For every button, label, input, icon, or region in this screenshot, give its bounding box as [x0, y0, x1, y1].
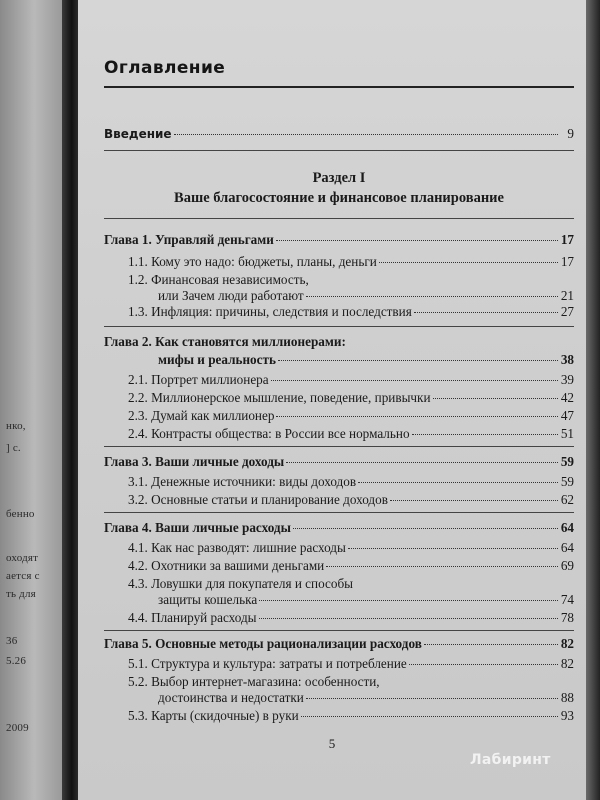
toc-entry-3-1[interactable]	[128, 474, 574, 489]
leader-dots	[301, 716, 558, 717]
toc-entry-page: 93	[560, 708, 574, 723]
leader-dots	[326, 566, 558, 567]
left-page-fragment: ] с.	[6, 442, 21, 454]
toc-entry-page: 82	[560, 636, 574, 651]
toc-entry-4-3-line1[interactable]: 4.3. Ловушки для покупателя и способы	[128, 576, 354, 591]
title-divider	[104, 86, 574, 88]
left-page-fragment: оходят	[6, 552, 39, 564]
leader-dots	[409, 664, 558, 665]
toc-entry-page: 59	[560, 474, 574, 489]
toc-entry-label: 4.2. Охотники за вашими деньгами	[128, 558, 325, 573]
toc-entry-label: 3.1. Денежные источники: виды доходов	[128, 474, 357, 489]
toc-entry-chapter-5[interactable]	[104, 636, 574, 651]
leader-dots	[379, 262, 558, 263]
toc-entry-label: 4.4. Планируй расходы	[128, 610, 257, 625]
toc-entry-5-2-line1[interactable]: 5.2. Выбор интернет-магазина: особенности,	[128, 674, 380, 689]
leader-dots	[259, 618, 558, 619]
toc-entry-2-3[interactable]	[128, 408, 574, 423]
toc-entry-label: 2.1. Портрет миллионера	[128, 372, 269, 387]
toc-entry-1-1[interactable]	[128, 254, 574, 269]
toc-entry-4-2[interactable]	[128, 558, 574, 573]
toc-entry-1-3[interactable]	[128, 304, 574, 319]
toc-entry-label: мифы и реальность	[158, 352, 276, 367]
toc-entry-page: 21	[560, 288, 574, 303]
toc-entry-4-4[interactable]	[128, 610, 574, 625]
leader-dots	[433, 398, 558, 399]
toc-entry-page: 9	[567, 126, 574, 141]
leader-dots	[278, 360, 558, 361]
toc-entry-page: 47	[560, 408, 574, 423]
toc-entry-label: 3.2. Основные статьи и планирование доходов	[128, 492, 388, 507]
section-subtitle: Ваше благосостояние и финансовое планирование	[174, 190, 504, 206]
toc-entry-2-1[interactable]	[128, 372, 574, 387]
divider	[104, 218, 574, 219]
toc-entry-page: 59	[560, 454, 574, 469]
toc-entry-label: 2.3. Думай как миллионер	[128, 408, 275, 423]
toc-page	[78, 0, 586, 800]
toc-entry-label: 1.3. Инфляция: причины, следствия и последствия	[128, 304, 412, 319]
page-number: 5	[328, 736, 336, 751]
divider	[104, 446, 574, 447]
toc-entry-page: 38	[560, 352, 574, 367]
toc-entry-label: 4.1. Как нас разводят: лишние расходы	[128, 540, 346, 555]
leader-dots	[271, 380, 558, 381]
toc-entry-intro[interactable]	[104, 126, 574, 142]
toc-entry-chapter-1[interactable]	[104, 232, 574, 247]
toc-entry-5-3[interactable]	[128, 708, 574, 723]
toc-entry-page: 74	[560, 592, 574, 607]
left-page-edge	[0, 0, 62, 800]
leader-dots	[390, 500, 558, 501]
toc-entry-label: Глава 5. Основные методы рационализации расходов	[104, 636, 422, 651]
toc-entry-label: 1.1. Кому это надо: бюджеты, планы, деньги	[128, 254, 377, 269]
toc-entry-page: 78	[560, 610, 574, 625]
toc-entry-1-2[interactable]	[158, 288, 574, 303]
leader-dots	[276, 416, 558, 417]
divider	[104, 150, 574, 151]
leader-dots	[259, 600, 558, 601]
toc-entry-label: 2.2. Миллионерское мышление, поведение, привычки	[128, 390, 431, 405]
toc-entry-5-1[interactable]	[128, 656, 574, 671]
left-page-fragment: 36	[6, 635, 18, 647]
toc-entry-label: Глава 3. Ваши личные доходы	[104, 454, 285, 469]
leader-dots	[414, 312, 558, 313]
toc-entry-label: или Зачем люди работают	[158, 288, 304, 303]
toc-entry-label: 5.1. Структура и культура: затраты и потребление	[128, 656, 407, 671]
toc-entry-label: Глава 4. Ваши личные расходы	[104, 520, 291, 535]
toc-entry-page: 62	[560, 492, 574, 507]
leader-dots	[348, 548, 558, 549]
book-gutter	[62, 0, 78, 800]
toc-entry-page: 39	[560, 372, 574, 387]
toc-entry-1-2-line1[interactable]: 1.2. Финансовая независимость,	[128, 272, 309, 287]
left-page-fragment: ть для	[6, 588, 36, 600]
toc-entry-chapter-4[interactable]	[104, 520, 574, 535]
toc-entry-page: 51	[560, 426, 574, 441]
leader-dots	[424, 644, 558, 645]
toc-entry-4-3[interactable]	[158, 592, 574, 607]
divider	[104, 512, 574, 513]
right-page-edge	[586, 0, 600, 800]
toc-entry-label: 5.3. Карты (скидочные) в руки	[128, 708, 299, 723]
toc-entry-page: 17	[560, 254, 574, 269]
toc-entry-label: Введение	[104, 127, 172, 141]
toc-entry-page: 64	[560, 520, 574, 535]
leader-dots	[174, 134, 558, 135]
divider	[104, 630, 574, 631]
toc-entry-label: Глава 1. Управляй деньгами	[104, 232, 274, 247]
left-page-fragment: нко,	[6, 420, 26, 432]
leader-dots	[293, 528, 558, 529]
leader-dots	[306, 296, 558, 297]
leader-dots	[306, 698, 558, 699]
divider	[104, 326, 574, 327]
toc-entry-3-2[interactable]	[128, 492, 574, 507]
toc-entry-5-2[interactable]	[158, 690, 574, 705]
toc-entry-page: 17	[560, 232, 574, 247]
toc-entry-label: защиты кошелька	[158, 592, 258, 607]
toc-entry-label: достоинства и недостатки	[158, 690, 304, 705]
leader-dots	[412, 434, 558, 435]
page-title: Оглавление	[104, 58, 226, 78]
toc-entry-page: 64	[560, 540, 574, 555]
toc-entry-page: 69	[560, 558, 574, 573]
watermark-logo: Лабиринт	[470, 752, 551, 768]
left-page-fragment: ается с	[6, 570, 40, 582]
toc-entry-chapter-2-line1[interactable]: Глава 2. Как становятся миллионерами:	[104, 334, 346, 349]
toc-entry-chapter-3[interactable]	[104, 454, 574, 469]
toc-entry-chapter-2[interactable]	[158, 352, 574, 367]
left-page-fragment: бенно	[6, 508, 35, 520]
toc-entry-4-1[interactable]	[128, 540, 574, 555]
toc-entry-label: 2.4. Контрасты общества: в России все нормально	[128, 426, 410, 441]
toc-entry-2-2[interactable]	[128, 390, 574, 405]
toc-entry-page: 42	[560, 390, 574, 405]
leader-dots	[358, 482, 558, 483]
toc-entry-page: 88	[560, 690, 574, 705]
toc-entry-page: 27	[560, 304, 574, 319]
toc-entry-page: 82	[560, 656, 574, 671]
toc-entry-2-4[interactable]	[128, 426, 574, 441]
left-page-fragment: 5.26	[6, 655, 27, 667]
left-page-fragment: 2009	[6, 722, 29, 734]
leader-dots	[286, 462, 558, 463]
section-title: Раздел I	[312, 170, 366, 186]
leader-dots	[276, 240, 558, 241]
